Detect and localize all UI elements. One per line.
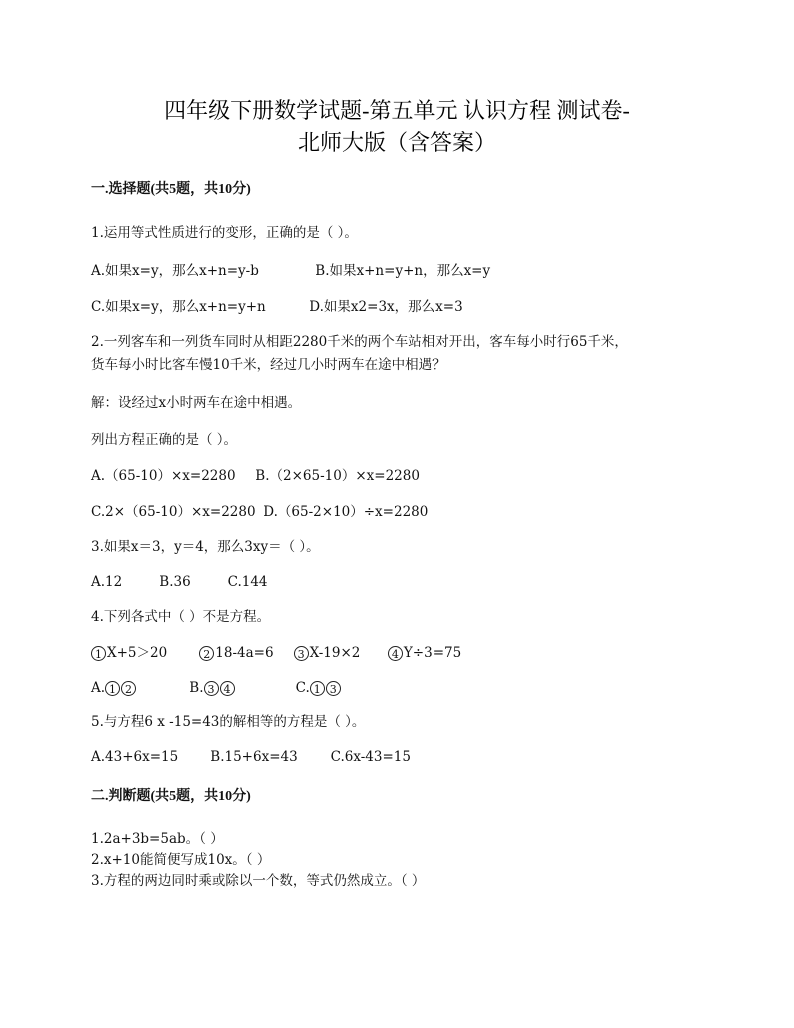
q4-stem: 4.下列各式中（ ）不是方程。: [91, 609, 271, 625]
q1-options-row2: [91, 298, 463, 316]
q4-item-text: X-19×2: [309, 645, 361, 661]
option-letter: A.: [91, 680, 106, 696]
q2-option-a: A.（65-10）×x=2280: [91, 468, 236, 484]
q1-option-b: B.如果x+n=y+n，那么x=y: [315, 263, 491, 279]
q4-item-text: Y÷3=75: [403, 645, 462, 661]
judge-q2: 2.x+10能简便写成10x。（ ）: [91, 852, 271, 868]
option-letter: B.: [189, 680, 204, 696]
section2-heading: 二.判断题(共5题，共10分): [91, 789, 251, 804]
q2-ask: 列出方程正确的是（ ）。: [91, 432, 238, 448]
judge-q3: 3.方程的两边同时乘或除以一个数，等式仍然成立。（ ）: [91, 873, 426, 889]
q5-options: [91, 748, 411, 766]
q3-option-b: B.36: [159, 574, 191, 590]
circled-number: 2: [199, 646, 214, 661]
option-letter: C.: [295, 680, 310, 696]
q3-options: [91, 573, 268, 591]
circled-number: 3: [204, 681, 219, 696]
q1-option-c: C.如果x=y，那么x+n=y+n: [91, 299, 266, 315]
circled-number: 1: [310, 681, 325, 696]
q4-item-text: 18-4a=6: [215, 645, 274, 661]
circled-number: 2: [121, 681, 136, 696]
circled-number: 3: [326, 681, 341, 696]
q4-option-b: [189, 679, 291, 697]
q2-stem-line1: 2.一列客车和一列货车同时从相距2280千米的两个车站相对开出，客车每小时行65千米，: [91, 334, 628, 350]
q2-option-d: D.（65-2×10）÷x=2280: [263, 504, 429, 520]
q2-options-row2: [91, 503, 428, 521]
circled-number: 1: [91, 646, 106, 661]
q2-option-c: C.2×（65-10）×x=2280: [91, 504, 256, 520]
q2-stem-line2: 货车每小时比客车慢10千米，经过几小时两车在途中相遇？: [91, 357, 446, 373]
doc-title-line1: 四年级下册数学试题-第五单元 认识方程 测试卷-: [164, 98, 630, 123]
q2-solve: 解：设经过x小时两车在途中相遇。: [91, 395, 302, 411]
judge-q1: 1.2a+3b=5ab。（ ）: [91, 831, 224, 847]
q1-stem: 1.运用等式性质进行的变形，正确的是（ ）。: [91, 225, 358, 241]
q4-item-2: [199, 644, 289, 662]
circled-number: 4: [220, 681, 235, 696]
q1-option-d: D.如果x2=3x，那么x=3: [309, 299, 463, 315]
q2-option-b: B.（2×65-10）×x=2280: [255, 468, 420, 484]
q4-option-c: [296, 679, 342, 697]
q3-stem: 3.如果x＝3，y＝4，那么3xy＝（ ）。: [91, 539, 320, 555]
q5-option-a: A.43+6x=15: [91, 749, 179, 765]
q4-items: [91, 644, 461, 662]
q4-item-text: X+5＞20: [107, 645, 168, 661]
q5-option-c: C.6x-43=15: [330, 749, 411, 765]
q4-item-3: [294, 644, 384, 662]
q3-option-c: C.144: [227, 574, 268, 590]
doc-title-line2: 北师大版（含答案）: [297, 130, 496, 155]
q4-option-a: [91, 679, 185, 697]
q4-item-4: [388, 644, 461, 662]
circled-number: 4: [388, 646, 403, 661]
q2-options-row1: [91, 467, 420, 485]
section1-heading: 一.选择题(共5题，共10分): [91, 182, 251, 197]
q4-options: [91, 679, 342, 697]
q1-option-a: A.如果x=y，那么x+n=y-b: [91, 263, 259, 279]
circled-number: 1: [105, 681, 120, 696]
q4-item-1: [91, 644, 195, 662]
q5-stem: 5.与方程6 x -15=43的解相等的方程是（ ）。: [91, 714, 366, 730]
q1-options-row1: [91, 262, 490, 280]
q5-option-b: B.15+6x=43: [210, 749, 298, 765]
q3-option-a: A.12: [91, 574, 123, 590]
circled-number: 3: [294, 646, 309, 661]
